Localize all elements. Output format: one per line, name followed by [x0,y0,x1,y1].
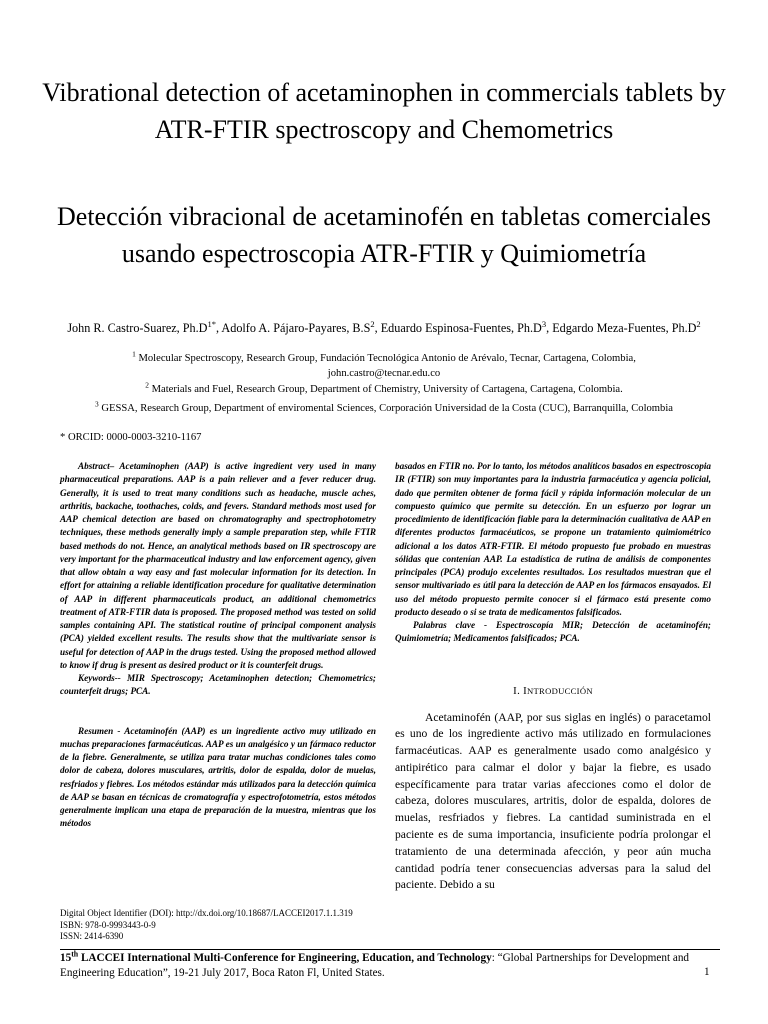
keywords-english: Keywords-- MIR Spectroscopy; Acetaminophen detection; Chemometrics; counterfeit drugs; PCA. [60,673,376,697]
author-list: John R. Castro-Suarez, $Ph.D^{1*}$, Adolfo A. Pájaro-Payares, $B.S^2$, Eduardo Espinosa-Fuentes, $Ph.D^3$, Edgardo Meza-Fuentes, $Ph.D^2$ [67,318,701,335]
resumen-spanish: Resumen - Acetaminofén (AAP) es un ingrediente activo muy utilizado en muchas preparaciones farmacéuticas. AAP es un analgésico y un fármaco reductor de la fiebre. Generalmente, se utiliza para tratar muchas condiciones tales como dolor de cabeza, dolores musculares, artritis, dolor de espalda, dolor de muelas, resfriados y fiebres. Los métodos estándar más utilizados para la detección química de AAP se basan en técnicas de cromatografía y espectrofotometría, estos métodos generalmente implican una etapa de preparación de la muestra, mientras que los métodos [60,725,376,829]
author-name: Eduardo Espinosa-Fuentes, Ph.D [380,321,542,335]
author-name: John R. Castro-Suarez, Ph.D [67,321,208,335]
left-column [60,460,376,831]
issn: ISSN: 2414-6390 [60,931,124,941]
author-affiliation-mark: 3 [541,318,547,329]
author-name: Adolfo A. Pájaro-Payares, B.S [221,321,371,335]
affiliation-1: $^1$ Molecular Spectroscopy, Research Group, Fundación Tecnológica Antonio de Arévalo, Tecnar, Cartagena, Colombia, john.castro@tecnar.edu.co [132,349,636,379]
author-email: john.castro@tecnar.edu.co [327,368,441,379]
author-affiliation-mark: 1* [207,318,216,329]
abstract-english: Abstract– Acetaminophen (AAP) is active ingredient very used in many pharmaceutical preparations. AAP is a pain reliever and a fever reducer drug. Generally, it is used to treat many conditions such as headache, muscle aches, arthritis, backache, toothaches, colds, and fevers. Standard methods most used for AAP chemical detection are based on chromatography and spectrophotometry techniques, these methods generally imply a sample preparation step, while FTIR based methods do not. Hence, an analytical methods based on IR spectroscopy are very important for the pharmaceutical industry and law enforcement agency, given that allow obtain a way easy and fast molecular information for its detection. In effort for attaining a reliable identification procedure for qualitative determination of AAP in different pharmaceuticals product, an additional chemometrics treatment of ATR-FTIR data is proposed. The proposed method was tested on solid samples containing API. The statistical routine of principal component analysis (PCA) yielded excellent results. The results show that the multivariate sensor is useful for detection of AAP in the drugs tested. Using the proposed method allowed to know if drug is present as desired product or it is counterfeit drugs. [60,461,376,670]
affiliation-2: $^2$ Materials and Fuel, Research Group, Department of Chemistry, University of Cartagena, Cartagena, Colombia. [145,380,623,395]
author-affiliation-mark: 2 [370,318,375,329]
page-number: 1 [704,966,710,978]
footnotes [60,908,353,943]
orcid: * ORCID: 0000-0003-3210-1167 [60,432,202,443]
isbn: ISBN: 978-0-9993443-0-9 [60,919,156,930]
palabras-clave: Palabras clave - Espectroscopía MIR; Detección de acetaminofén; Quimiometría; Medicamentos falsificados; PCA. [395,620,711,644]
author-affiliation-mark: 2 [696,318,701,329]
doi-link[interactable]: Digital Object Identifier (DOI): http://dx.doi.org/10.18687/LACCEI2017.1.1.319 [60,908,353,918]
conference-footer: 15th LACCEI International Multi-Conference for Engineering, Education, and Technology: “Global Partnerships for Development and Engineering Education”, 19-21 July 2017, Boca Raton Fl, United States. [60,949,690,979]
intro-paragraph: Acetaminofén (AAP, por sus siglas en inglés) o paracetamol es uno de los ingrediente activo más utilizado en formulaciones farmacéuticas. AAP es generalmente usado como analgésico y antipirético para calmar el dolor y bajar la fiebre, es usado específicamente para tratar varias afecciones como el dolor de cabeza, dolores musculares, artritis, dolor de espalda, dolores de muelas, resfriados y fiebres. La cantidad suministrada en el paciente es de suma importancia, insuficiente podría prolongar el tratamiento de una determinada afección, y peor aún mucha cantidad podría tener consecuencias adversas para la salud del paciente. Debido a su [395,710,711,892]
author-name: Edgardo Meza-Fuentes, Ph.D [552,321,697,335]
right-column [395,460,711,894]
paper-title-spanish: Detección vibracional de acetaminofén en tabletas comerciales usando espectroscopia ATR-FTIR y Quimiometría [57,202,711,268]
footer-divider [60,949,720,950]
section-heading-introduccion: I. INTRODUCCIÓN [513,684,593,697]
resumen-spanish-continued: basados en FTIR no. Por lo tanto, los métodos analíticos basados en espectroscopia IR (FTIR) son muy importantes para la industria farmacéutica y agencia policial, dado que permiten obtener de forma fácil y rápida información molecular de un compuesto químico que permite su detección. En un esfuerzo por lograr un procedimiento de identificación fiable para la determinación cualitativa de AAP en diferentes productos farmacéuticos, se propone un tratamiento quimiométrico adicional a los datos ATR-FTIR. El método propuesto fue probado en muestras sólidas que contenían AAP. La estadística de rutina de análisis de componentes principales (PCA) produjo excelentes resultados. Los resultados muestran que el sensor multivariado es útil para la detección de AAP en los fármacos ensayados. El uso del método propuesto permite conocer si el fármaco está presente como producto deseado o si se trata de medicamentos falsificados. [395,461,711,617]
paper-title-english: Vibrational detection of acetaminophen in commercials tablets by ATR-FTIR spectroscopy and Chemometrics [42,78,726,144]
affiliation-3: $^3$ GESSA, Research Group, Department of enviromental Sciences, Corporación Universidad de la Costa (CUC), Barranquilla, Colombia [95,399,673,414]
